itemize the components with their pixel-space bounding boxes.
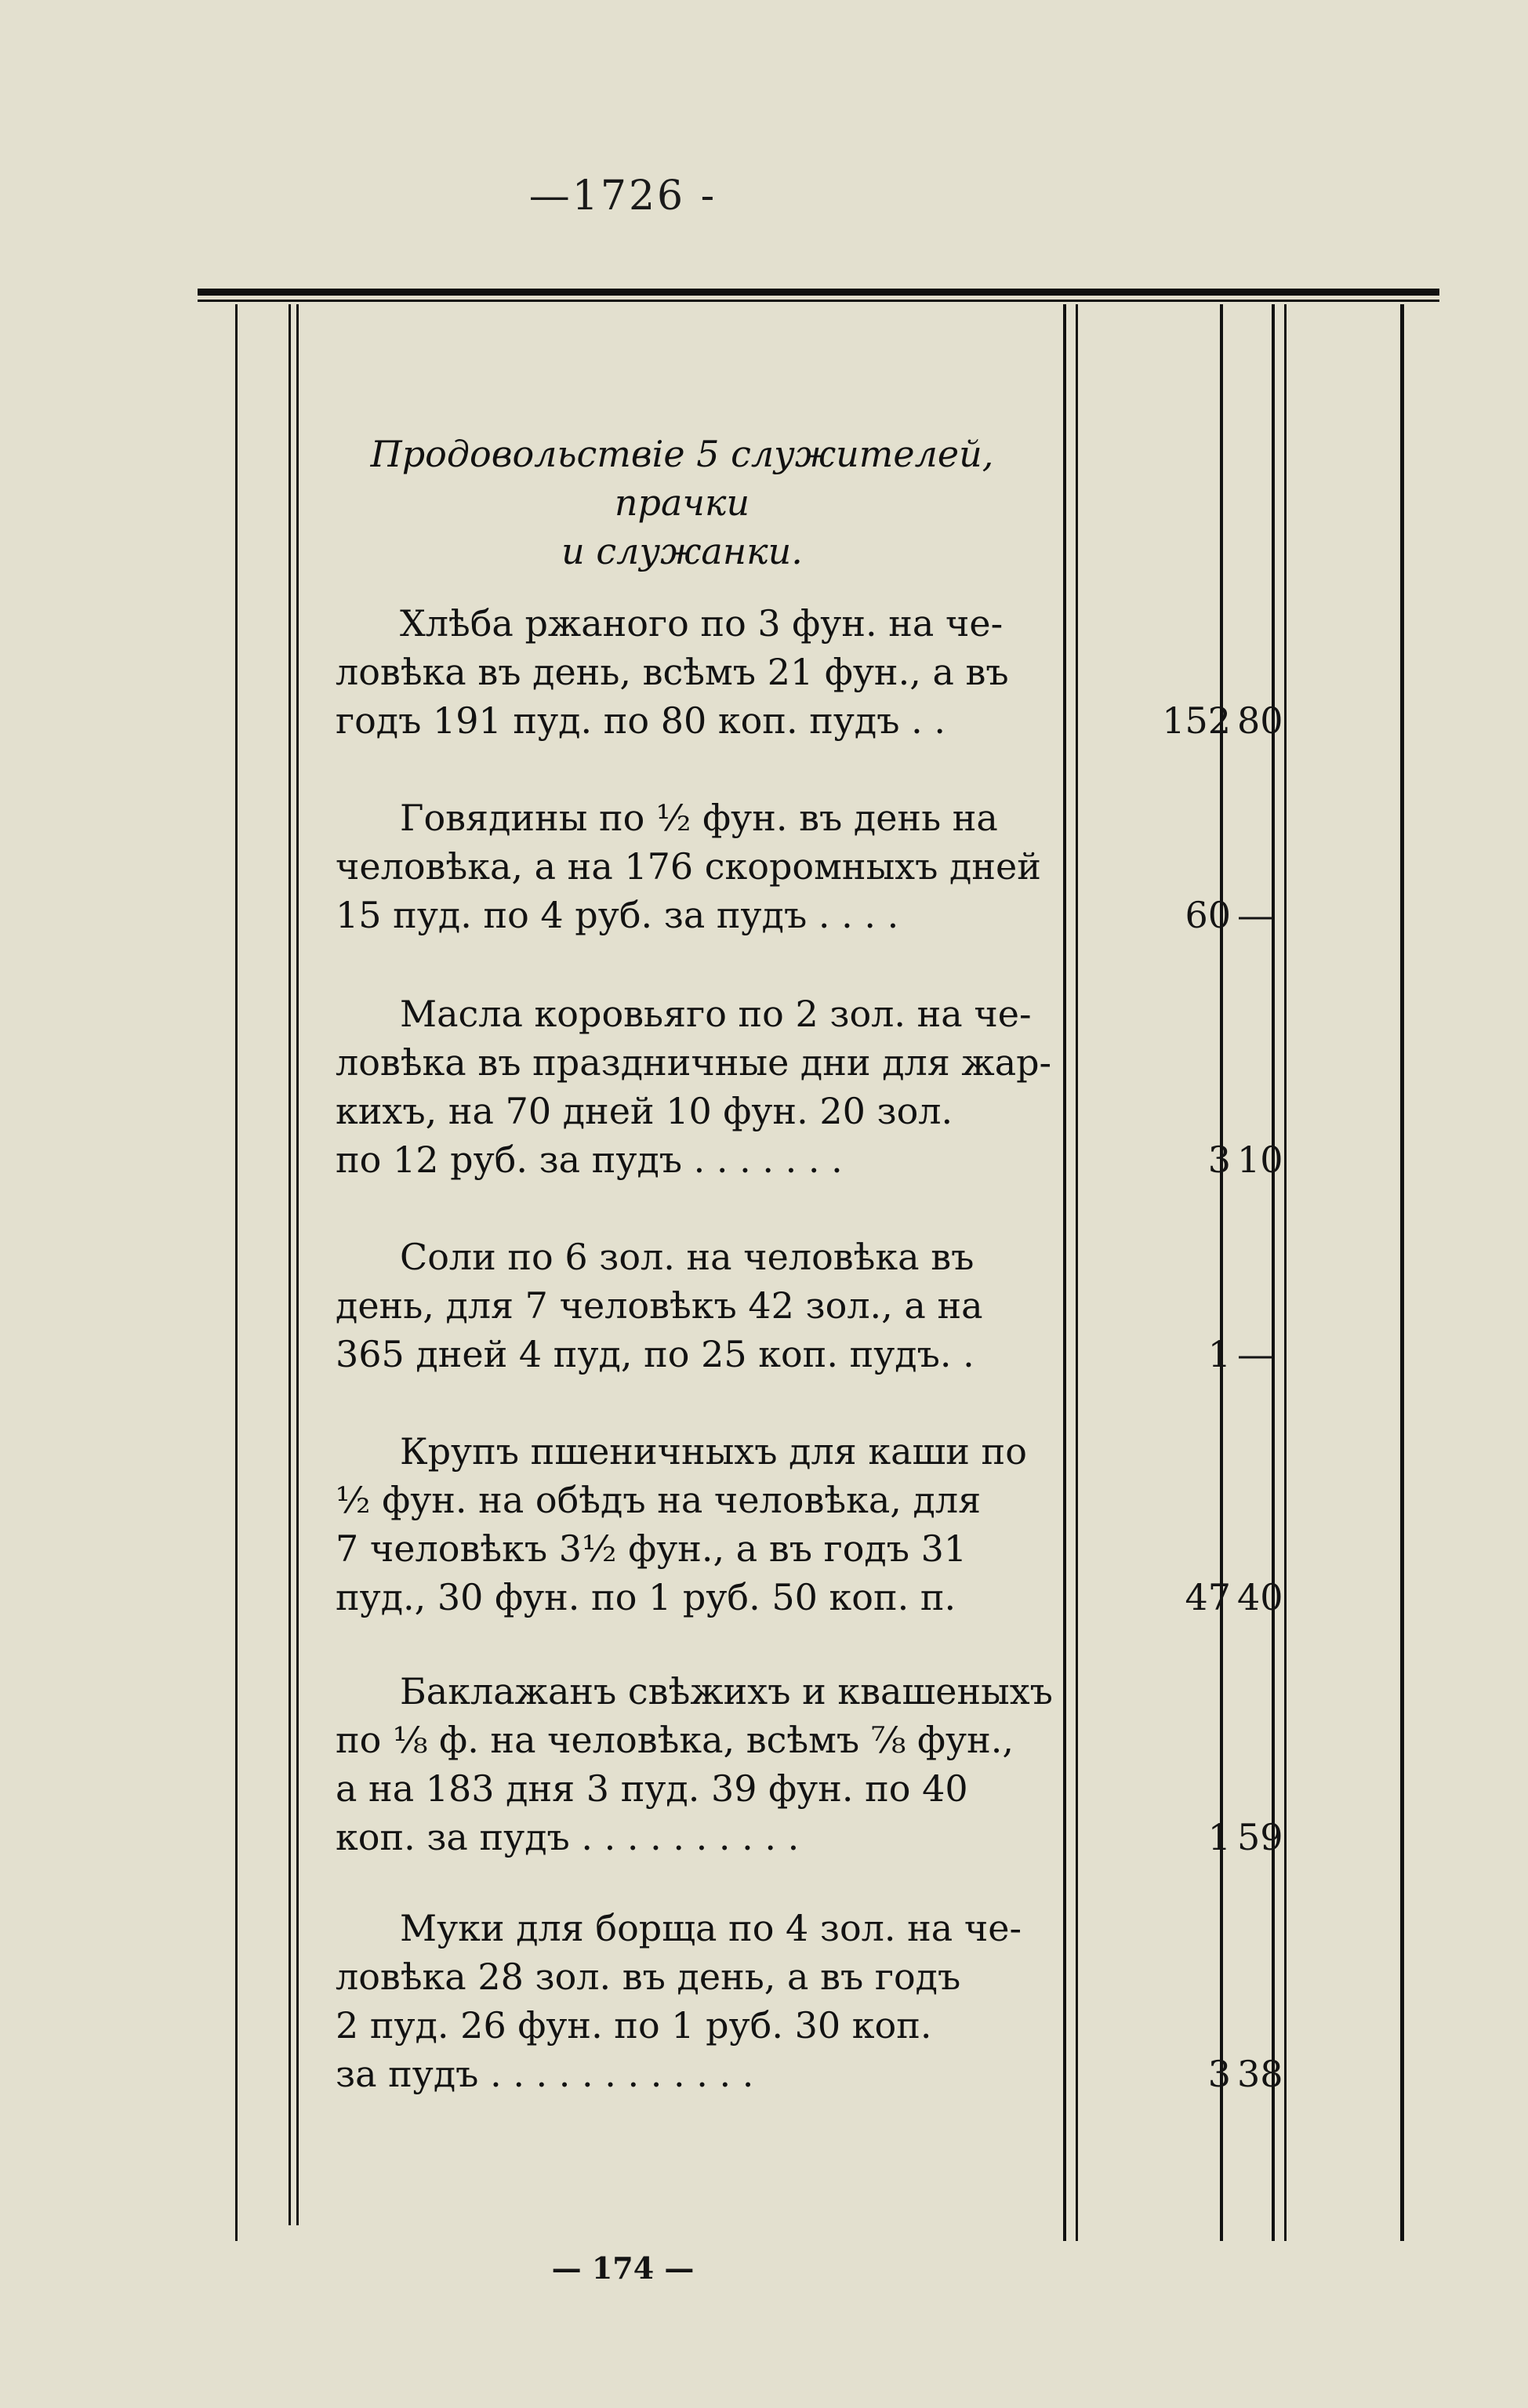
entry-line: коп. за пудъ . . . . . . . . . . <box>336 1816 800 1858</box>
ledger-entry <box>336 794 1051 939</box>
header-rule-thin <box>198 300 1439 302</box>
ledger-entry <box>336 990 1051 1184</box>
entry-line: 365 дней 4 пуд, по 25 коп. пудъ. . <box>336 1333 975 1375</box>
header-rule-thick <box>198 289 1439 296</box>
column-rule-amount-b <box>1076 304 1078 2241</box>
column-rule-left-inner-a <box>289 304 291 2225</box>
entry-line: 7 человѣкъ 3½ фун., а въ годъ 31 <box>336 1527 967 1570</box>
amount-kopecks: 10 <box>1237 1139 1283 1181</box>
amount-rubles: 3 <box>1207 2053 1231 2095</box>
entry-line: годъ 191 пуд. по 80 коп. пудъ . . <box>336 699 946 742</box>
entry-line: день, для 7 человѣкъ 42 зол., а на <box>336 1284 983 1327</box>
column-rule-right-a <box>1272 304 1275 2241</box>
ledger-entry <box>336 1904 1051 2098</box>
section-title-line-1: Продовольствіе 5 служителей, прачки <box>370 433 994 524</box>
entry-line: пуд., 30 фун. по 1 руб. 50 коп. п. <box>336 1576 956 1618</box>
entry-line: кихъ, на 70 дней 10 фун. 20 зол. <box>336 1090 953 1132</box>
amount-kopecks: 38 <box>1237 2053 1283 2095</box>
entry-line: ловѣка въ праздничные дни для жар- <box>336 1041 1052 1084</box>
amount-kopecks: 59 <box>1237 1816 1283 1858</box>
amount-rubles: 1 <box>1207 1333 1231 1375</box>
entry-line: ½ фун. на обѣдъ на человѣка, для <box>336 1479 982 1521</box>
ledger-entry <box>336 1233 1051 1378</box>
amount-rubles: 47 <box>1185 1576 1231 1618</box>
page-header-number: —1726 - <box>528 173 717 220</box>
entry-line: ловѣка въ день, всѣмъ 21 фун., а въ <box>336 651 1009 693</box>
column-rule-right-outer <box>1400 304 1404 2241</box>
section-title <box>314 430 1051 576</box>
entry-line: Говядины по ½ фун. въ день на <box>400 797 998 839</box>
entry-line: Хлѣба ржаного по 3 фун. на че- <box>400 602 1004 645</box>
entry-line: Масла коровьяго по 2 зол. на че- <box>400 993 1032 1035</box>
column-rule-amount-a <box>1063 304 1066 2241</box>
entry-line: Муки для борща по 4 зол. на че- <box>400 1907 1022 1949</box>
entry-line: человѣка, а на 176 скоромныхъ дней <box>336 845 1041 888</box>
amount-rubles: 152 <box>1162 699 1231 742</box>
amount-kopecks: 40 <box>1237 1576 1283 1618</box>
column-rule-left-outer <box>235 304 238 2241</box>
entry-line: по 12 руб. за пудъ . . . . . . . <box>336 1139 843 1181</box>
column-rule-left-inner-b <box>296 304 299 2225</box>
amount-kopecks: — <box>1237 894 1273 936</box>
ledger-entry <box>336 1667 1051 1861</box>
entry-line: Крупъ пшеничныхъ для каши по <box>400 1430 1027 1473</box>
entry-line: Баклажанъ свѣжихъ и квашеныхъ <box>400 1670 1053 1712</box>
amount-rubles: 60 <box>1185 894 1231 936</box>
entry-line: по ⅛ ф. на человѣка, всѣмъ ⅞ фун., <box>336 1719 1014 1761</box>
entry-line: ловѣка 28 зол. въ день, а въ годъ <box>336 1956 961 1998</box>
column-rule-right-b <box>1284 304 1287 2241</box>
entry-line: 2 пуд. 26 фун. по 1 руб. 30 коп. <box>336 2004 932 2047</box>
entry-line: 15 пуд. по 4 руб. за пудъ . . . . <box>336 894 899 936</box>
ledger-entry <box>336 599 1051 745</box>
column-rule-kop <box>1220 304 1223 2241</box>
entry-line: Соли по 6 зол. на человѣка въ <box>400 1236 975 1278</box>
entry-line: за пудъ . . . . . . . . . . . . <box>336 2053 754 2095</box>
ledger-entry <box>336 1427 1051 1622</box>
amount-kopecks: — <box>1237 1333 1273 1375</box>
section-title-line-2: и служанки. <box>561 530 803 572</box>
page-footer-number: — 174 — <box>551 2250 695 2286</box>
amount-rubles: 1 <box>1207 1816 1231 1858</box>
amount-kopecks: 80 <box>1237 699 1283 742</box>
amount-rubles: 3 <box>1207 1139 1231 1181</box>
entry-line: а на 183 дня 3 пуд. 39 фун. по 40 <box>336 1767 968 1810</box>
